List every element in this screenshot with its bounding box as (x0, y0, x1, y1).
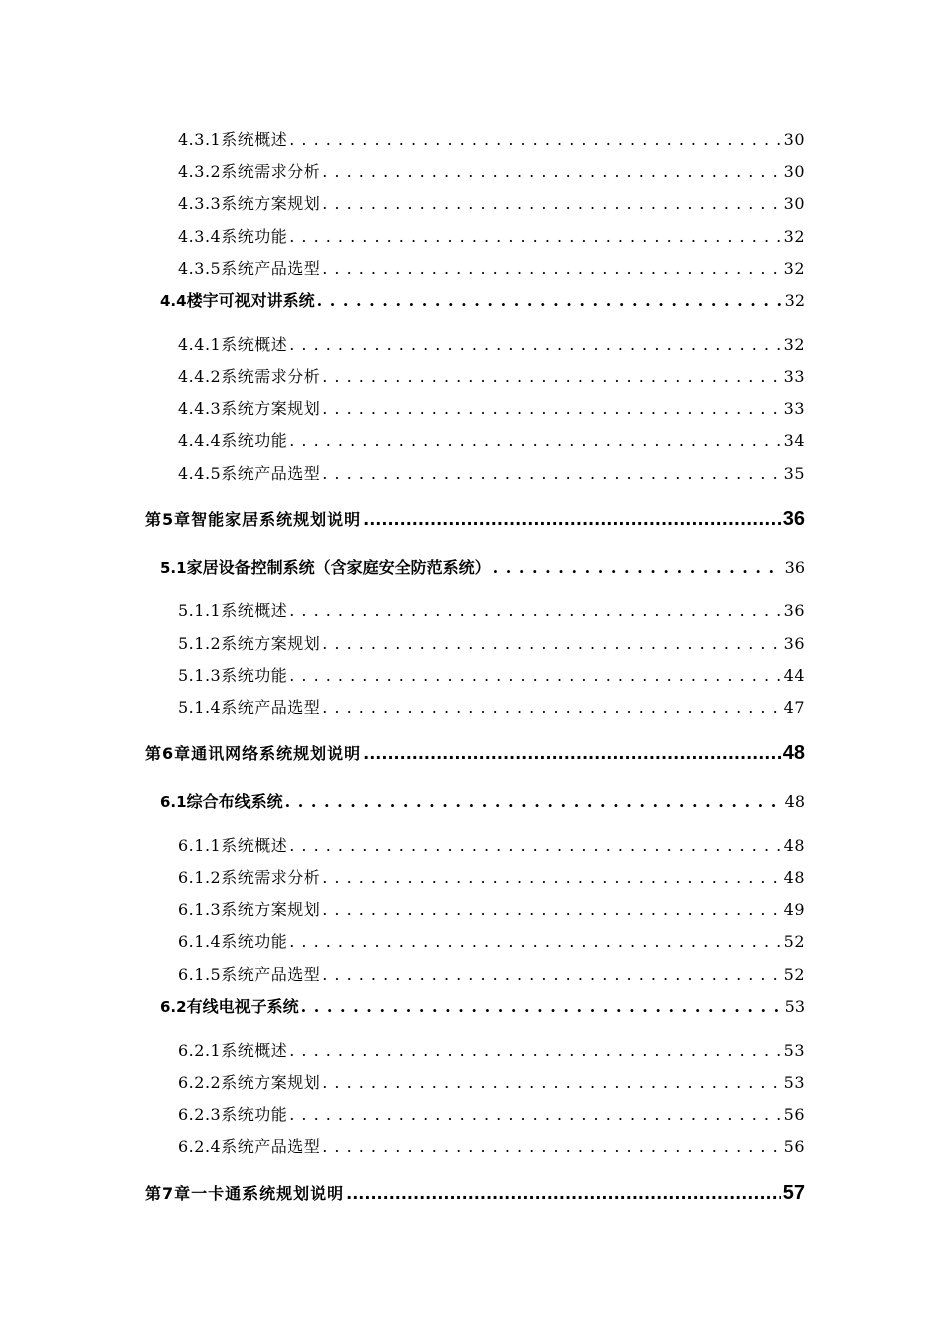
toc-page-number: 48 (782, 742, 805, 764)
toc-page-number: 44 (783, 666, 805, 685)
toc-entry-title: 系统功能 (221, 227, 288, 246)
toc-dot-leader (322, 464, 781, 483)
toc-entry-title: 系统概述 (221, 335, 288, 354)
toc-page-number: 32 (783, 227, 805, 246)
toc-entry-number: 6.1.1 (178, 836, 222, 855)
toc-subsection-entry[interactable] (178, 663, 805, 686)
toc-subsection-entry[interactable] (178, 428, 805, 451)
toc-page-number: 48 (783, 836, 805, 855)
toc-dot-leader (317, 291, 783, 310)
toc-entry-number: 5.1.3 (178, 666, 222, 685)
toc-page-number: 53 (783, 1073, 805, 1092)
toc-page-number: 57 (782, 1182, 805, 1204)
toc-entry-number: 5.1.4 (178, 698, 222, 717)
toc-entry-number: 6.1 (160, 793, 187, 811)
toc-dot-leader (322, 367, 781, 386)
toc-page-number: 30 (783, 130, 805, 149)
toc-page-number: 48 (784, 792, 805, 811)
toc-dot-leader (493, 558, 783, 577)
toc-dot-leader (289, 836, 781, 855)
toc-dot-leader (346, 1184, 781, 1203)
toc-entry-title: 系统产品选型 (221, 464, 321, 483)
toc-entry-number: 6.1.2 (178, 868, 222, 887)
toc-dot-leader (322, 900, 781, 919)
toc-entry-number: 4.4.2 (178, 367, 222, 386)
toc-subsection-entry[interactable] (178, 929, 805, 952)
toc-subsection-entry[interactable] (178, 865, 805, 888)
toc-page-number: 30 (783, 162, 805, 181)
toc-dot-leader (322, 634, 781, 653)
toc-dot-leader (289, 1041, 781, 1060)
toc-entry-title: 系统功能 (221, 932, 288, 951)
toc-dot-leader (289, 666, 781, 685)
toc-dot-leader (285, 792, 783, 811)
toc-entry-title: 系统概述 (221, 601, 288, 620)
toc-page-number: 34 (783, 431, 805, 450)
toc-subsection-entry[interactable] (178, 396, 805, 419)
toc-entry-number: 4.3.4 (178, 227, 222, 246)
toc-entry-title: 系统功能 (221, 1105, 288, 1124)
toc-entry-number: 6.2.3 (178, 1105, 222, 1124)
toc-dot-leader (289, 1105, 781, 1124)
toc-entry-number: 6.2.2 (178, 1073, 222, 1092)
toc-dot-leader (322, 698, 781, 717)
toc-entry-number: 5.1.1 (178, 601, 222, 620)
toc-entry-title: 系统需求分析 (221, 868, 321, 887)
toc-dot-leader (289, 335, 781, 354)
toc-entry-number: 4.4.1 (178, 335, 222, 354)
toc-page-number: 33 (783, 367, 805, 386)
toc-section-entry[interactable] (160, 288, 805, 311)
toc-subsection-entry[interactable] (178, 598, 805, 621)
toc-dot-leader (322, 194, 781, 213)
toc-entry-title: 系统产品选型 (221, 965, 321, 984)
toc-page-number: 32 (783, 335, 805, 354)
toc-subsection-entry[interactable] (178, 159, 805, 182)
toc-subsection-entry[interactable] (178, 631, 805, 654)
toc-page-number: 32 (783, 259, 805, 278)
toc-subsection-entry[interactable] (178, 127, 805, 150)
toc-entry-number: 6.2.1 (178, 1041, 222, 1060)
toc-page-number: 48 (783, 868, 805, 887)
toc-subsection-entry[interactable] (178, 461, 805, 484)
toc-section-entry[interactable] (160, 789, 805, 812)
toc-subsection-entry[interactable] (178, 833, 805, 856)
toc-entry-number: 6.2.4 (178, 1137, 222, 1156)
toc-entry-number: 4.4.4 (178, 431, 222, 450)
toc-entry-title: 系统需求分析 (221, 367, 321, 386)
toc-entry-number: 4.4 (160, 292, 187, 310)
toc-chapter-entry[interactable] (145, 1181, 805, 1205)
toc-entry-title: 系统概述 (221, 1041, 288, 1060)
toc-entry-number: 6.1.3 (178, 900, 222, 919)
toc-subsection-entry[interactable] (178, 364, 805, 387)
toc-section-entry[interactable] (160, 994, 805, 1017)
toc-entry-title: 系统方案规划 (221, 194, 321, 213)
toc-dot-leader (322, 868, 781, 887)
toc-entry-number: 6.1.5 (178, 965, 222, 984)
toc-dot-leader (322, 965, 781, 984)
toc-dot-leader (289, 932, 781, 951)
toc-entry-title: 系统方案规划 (221, 634, 321, 653)
toc-entry-number: 4.3.5 (178, 259, 222, 278)
toc-entry-title: 系统产品选型 (221, 1137, 321, 1156)
toc-entry-title: 综合布线系统 (186, 792, 283, 811)
toc-entry-title: 系统概述 (221, 130, 288, 149)
toc-entry-number: 5.1 (160, 559, 187, 577)
toc-page-number: 47 (783, 698, 805, 717)
toc-entry-number: 4.4.3 (178, 399, 222, 418)
toc-dot-leader (289, 130, 781, 149)
toc-page-number: 32 (784, 291, 805, 310)
toc-section-entry[interactable] (160, 555, 805, 578)
toc-dot-leader (322, 259, 781, 278)
toc-entry-title: 系统产品选型 (221, 698, 321, 717)
toc-entry-number: 4.3.2 (178, 162, 222, 181)
toc-entry-title: 第7章一卡通系统规划说明 (145, 1184, 345, 1203)
toc-subsection-entry[interactable] (178, 224, 805, 247)
toc-subsection-entry[interactable] (178, 695, 805, 718)
toc-entry-title: 系统功能 (221, 431, 288, 450)
toc-page-number: 53 (783, 1041, 805, 1060)
toc-entry-number: 4.3.1 (178, 130, 222, 149)
toc-chapter-entry[interactable] (145, 507, 805, 531)
toc-dot-leader (289, 227, 781, 246)
toc-entry-title: 系统方案规划 (221, 1073, 321, 1092)
toc-dot-leader (289, 431, 781, 450)
toc-subsection-entry[interactable] (178, 1038, 805, 1061)
toc-page-number: 52 (783, 965, 805, 984)
toc-page-number: 36 (783, 601, 805, 620)
toc-entry-title: 系统方案规划 (221, 900, 321, 919)
toc-page-number: 56 (783, 1137, 805, 1156)
toc-page-number: 53 (784, 997, 805, 1016)
toc-entry-title: 系统功能 (221, 666, 288, 685)
toc-entry-title: 系统需求分析 (221, 162, 321, 181)
toc-page-number: 36 (782, 508, 805, 530)
toc-dot-leader (289, 601, 781, 620)
toc-dot-leader (363, 510, 781, 529)
toc-entry-number: 6.2 (160, 998, 187, 1016)
toc-page-number: 33 (783, 399, 805, 418)
toc-subsection-entry[interactable] (178, 256, 805, 279)
toc-page-number: 36 (783, 634, 805, 653)
toc-page-number: 35 (783, 464, 805, 483)
toc-entry-title: 系统方案规划 (221, 399, 321, 418)
toc-subsection-entry[interactable] (178, 1102, 805, 1125)
toc-dot-leader (301, 997, 783, 1016)
toc-entry-number: 4.3.3 (178, 194, 222, 213)
toc-dot-leader (322, 399, 781, 418)
toc-dot-leader (322, 1073, 781, 1092)
toc-subsection-entry[interactable] (178, 897, 805, 920)
toc-entry-title: 第6章通讯网络系统规划说明 (145, 744, 362, 763)
toc-page-number: 36 (784, 558, 805, 577)
toc-entry-title: 家居设备控制系统（含家庭安全防范系统） (186, 558, 491, 577)
toc-entry-title: 系统产品选型 (221, 259, 321, 278)
toc-page-number: 56 (783, 1105, 805, 1124)
toc-entry-title: 楼宇可视对讲系统 (186, 291, 315, 310)
toc-page-number: 52 (783, 932, 805, 951)
toc-subsection-entry[interactable] (178, 1070, 805, 1093)
toc-subsection-entry[interactable] (178, 191, 805, 214)
toc-dot-leader (322, 1137, 781, 1156)
toc-subsection-entry[interactable] (178, 332, 805, 355)
toc-page-number: 30 (783, 194, 805, 213)
toc-subsection-entry[interactable] (178, 1134, 805, 1157)
toc-page-number: 49 (783, 900, 805, 919)
toc-entry-title: 有线电视子系统 (186, 997, 299, 1016)
toc-dot-leader (363, 744, 781, 763)
toc-chapter-entry[interactable] (145, 741, 805, 765)
toc-entry-number: 4.4.5 (178, 464, 222, 483)
toc-entry-title: 第5章智能家居系统规划说明 (145, 510, 362, 529)
toc-entry-number: 5.1.2 (178, 634, 222, 653)
toc-entry-title: 系统概述 (221, 836, 288, 855)
toc-subsection-entry[interactable] (178, 962, 805, 985)
toc-dot-leader (322, 162, 781, 181)
toc-entry-number: 6.1.4 (178, 932, 222, 951)
